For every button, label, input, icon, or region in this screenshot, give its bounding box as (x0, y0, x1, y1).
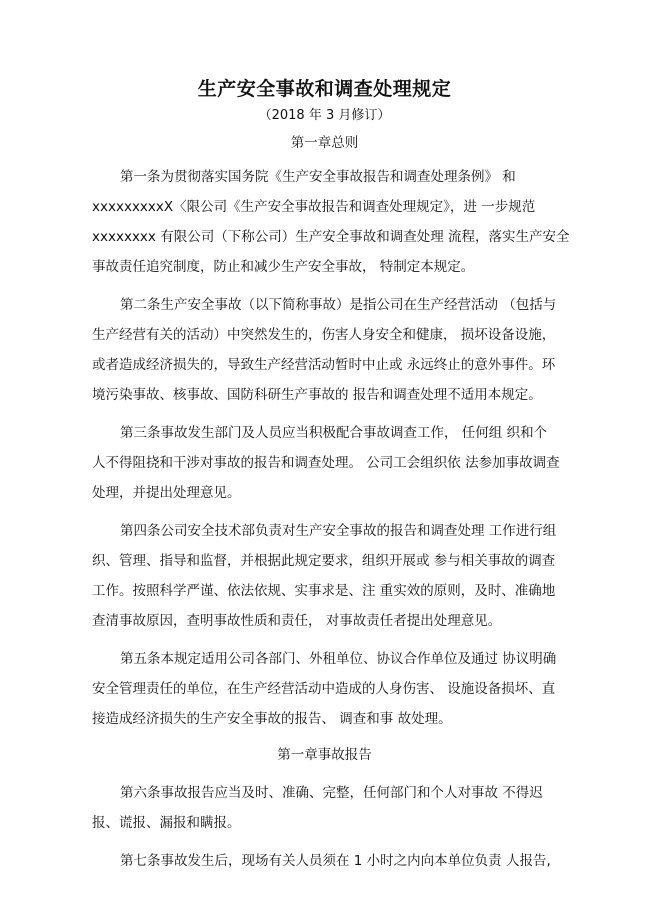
chapter-1-paragraph (92, 418, 560, 508)
chapter-1-paragraph (92, 516, 557, 636)
paragraph-line: 报、谎报、漏报和瞒报。 (92, 815, 241, 831)
paragraph-line: 安全管理责任的单位，在生产经营活动中造成的人身伤害、 设施设备损坏、直 (92, 681, 556, 697)
paragraph-line: 境污染事故、核事故、国防科研生产事故的 报告和调查处理不适用本规定。 (92, 387, 542, 403)
paragraph-line: 人不得阻挠和干涉对事故的报告和调查处理。 公司工会组织依 法参加事故调查 (92, 455, 560, 471)
chapter-1-paragraph (92, 162, 570, 282)
chapter-2-body (92, 778, 557, 876)
chapter-1-paragraph (92, 290, 557, 410)
paragraph-line: 第二条生产安全事故（以下简称事故）是指公司在生产经营活动 （包括与 (120, 297, 557, 313)
paragraph-line: 或者造成经济损失的，导致生产经营活动暂时中止或 永远终止的意外事件。环 (92, 357, 556, 373)
chapter-2-paragraph (92, 778, 557, 838)
paragraph-line: 接造成经济损失的生产安全事故的报告、 调查和事 故处理。 (92, 711, 452, 727)
paragraph-line: 织、管理、指导和监督，并根据此规定要求，组织开展或 参与相关事故的调查 (92, 553, 556, 569)
paragraph-line: 第五条本规定适用公司各部门、外租单位、协议合作单位及通过 协议明确 (120, 651, 557, 667)
document-title: 生产安全事故和调查处理规定 (197, 78, 452, 100)
paragraph-line: xxxxxxxx 有限公司（下称公司）生产安全事故和调查处理 流程，落实生产安全 (92, 229, 570, 245)
paragraph-line: xxxxxxxxxX〈限公司《生产安全事故报告和调查处理规定》，进 一步规范 (92, 199, 536, 215)
paragraph-line: 第六条事故报告应当及时、准确、完整，任何部门和个人对事故 不得迟 (120, 785, 543, 801)
paragraph-line: 第一条为贯彻落实国务院《生产安全事故报告和调查处理条例》 和 (120, 169, 516, 185)
chapter-1-heading: 第一章总则 (290, 135, 359, 151)
chapter-1-paragraph (92, 644, 557, 734)
paragraph-line: 工作。按照科学严谨、依法依规、实事求是、注 重实效的原则，及时、准确地 (92, 583, 556, 599)
chapter-1-body (92, 162, 570, 734)
document-subtitle: （2018 年 3 月修订） (258, 108, 391, 123)
paragraph-line: 事故责任追究制度，防止和减少生产安全事故， 特制定本规定。 (92, 259, 475, 275)
paragraph-line: 生产经营有关的活动）中突然发生的，伤害人身安全和健康， 损坏设备设施， (92, 327, 556, 343)
paragraph-line: 第七条事故发生后，现场有关人员须在 1 小时之内向本单位负责 人报告, (120, 853, 551, 869)
chapter-2-paragraph (92, 846, 557, 876)
paragraph-line: 第四条公司安全技术部负责对生产安全事故的报告和调查处理 工作进行组 (120, 523, 557, 539)
chapter-2-heading: 第一章事故报告 (277, 747, 372, 763)
paragraph-line: 处理，并提出处理意见。 (92, 485, 241, 501)
paragraph-line: 查清事故原因，查明事故性质和责任， 对事故责任者提出处理意见。 (92, 613, 502, 629)
paragraph-line: 第三条事故发生部门及人员应当积极配合事故调查工作， 任何组 织和个 (120, 425, 548, 441)
